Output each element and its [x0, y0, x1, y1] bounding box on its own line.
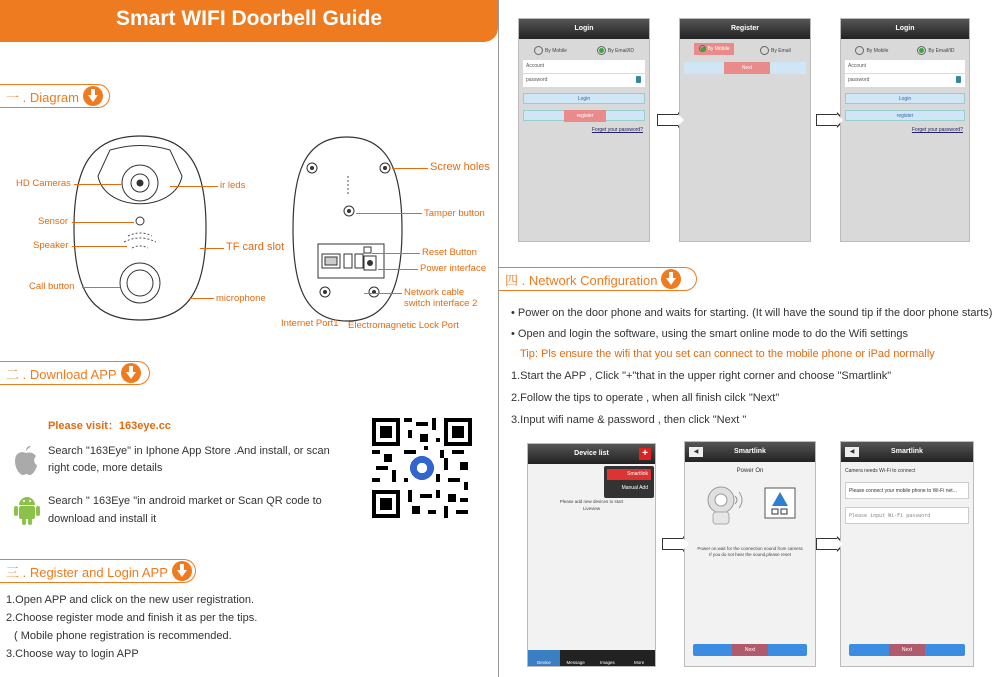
leader-line: [392, 168, 428, 169]
network-bullet2: • Open and login the software, using the smart online mode to do the Wifi settings: [511, 328, 909, 340]
mode-radio-row: [519, 46, 649, 55]
leader-line: [72, 246, 127, 247]
label-reset-button: Reset Button: [422, 247, 477, 258]
register-button[interactable]: register: [845, 110, 965, 121]
mode-radio-row: [680, 39, 810, 59]
page-title: Smart WIFI Doorbell Guide: [115, 7, 383, 30]
register-screen: [679, 18, 811, 242]
label-ir-leds: ir leds: [220, 180, 246, 191]
section-register-title: 三 . Register and Login APP: [6, 564, 168, 580]
leader-line: [72, 222, 134, 223]
power-on-tip2: If you do not hear the sound,please reset: [709, 552, 791, 557]
add-menu: [604, 466, 654, 498]
section-network-header: [499, 267, 697, 291]
forgot-password-link[interactable]: Forget your password?: [591, 127, 643, 133]
label-sensor: Sensor: [38, 216, 69, 227]
menu-manual-add[interactable]: Manual Add: [621, 485, 648, 491]
wifi-name-field[interactable]: Please connect your mobile phone to Wi-Fi net...: [845, 482, 969, 499]
apple-icon: [12, 443, 40, 477]
section-diagram-header: [0, 84, 110, 108]
account-field[interactable]: Account: [845, 60, 965, 73]
section-diagram-title: 一 . Diagram: [6, 89, 79, 105]
download-iphone-line2: right code, more details: [48, 462, 163, 474]
label-network-cable: Network cable: [404, 287, 465, 298]
next-step-arrow-icon: [816, 538, 838, 550]
add-icon[interactable]: +: [639, 448, 651, 460]
bottom-tab-bar: [528, 650, 655, 666]
login-button[interactable]: Login: [845, 93, 965, 104]
radio-by-mobile[interactable]: By Mobile: [694, 43, 734, 55]
register-step1: 1.Open APP and click on the new user registration.: [6, 594, 255, 606]
network-bullet1: • Power on the door phone and waits for starting. (It will have the sound tip if the door phone starts): [511, 307, 993, 319]
power-on-text: Power On: [736, 468, 764, 474]
down-arrow-icon: [172, 561, 192, 581]
leader-line: [364, 293, 402, 294]
radio-by-mobile[interactable]: By Mobile: [855, 46, 888, 55]
camera-connection-illustration: [699, 482, 799, 532]
next-button[interactable]: Next: [693, 644, 807, 656]
tab-more[interactable]: More: [633, 660, 645, 665]
radio-by-email[interactable]: By Email: [760, 46, 791, 55]
screen-title: Register: [680, 19, 810, 39]
leader-line: [372, 253, 420, 254]
doorbell-front-diagram: [70, 128, 210, 328]
label-switch-interface: switch interface 2: [404, 298, 478, 309]
label-power-interface: Power interface: [420, 263, 487, 274]
title-bar: [0, 0, 498, 42]
login-screen-2: [840, 18, 970, 242]
network-step1: 1.Start the APP , Click "+"that in the upper right corner and choose "Smartlink": [511, 370, 892, 382]
wifi-password-field[interactable]: Please input Wi-Fi password: [845, 507, 969, 524]
register-step2: 2.Choose register mode and finish it as per the tips.: [6, 612, 258, 624]
section-network-title: 四 . Network Configuration: [505, 272, 658, 288]
down-arrow-icon: [83, 86, 103, 106]
leader-line: [82, 287, 120, 288]
next-step-arrow-icon: [816, 114, 838, 126]
leader-line: [74, 184, 122, 185]
mode-radio-row: [841, 46, 969, 55]
label-speaker: Speaker: [33, 240, 69, 251]
network-step3: 3.Input wifi name & password , then click "Next ": [511, 414, 747, 426]
section-register-header: [0, 559, 196, 583]
section-download-title: 二 . Download APP: [6, 366, 117, 382]
screen-title: ◀ Smartlink: [685, 442, 815, 462]
radio-by-mobile[interactable]: By Mobile: [534, 46, 567, 55]
screen-title: Login: [519, 19, 649, 39]
down-arrow-icon: [661, 269, 681, 289]
next-button[interactable]: Next: [684, 62, 806, 74]
label-hd-cameras: HD Cameras: [16, 178, 71, 189]
label-screw-holes: Screw holes: [430, 161, 490, 173]
column-divider: [498, 0, 499, 677]
register-step2b: ( Mobile phone registration is recommended.: [14, 630, 232, 642]
next-button[interactable]: Next: [849, 644, 965, 656]
download-visit: Please visit：163eye.cc: [48, 420, 171, 432]
screen-title: Device list +: [528, 444, 655, 464]
device-list-screen: [527, 443, 656, 667]
label-lock-port: Electromagnetic Lock Port: [348, 320, 459, 331]
label-tf-card-slot: TF card slot: [226, 241, 285, 253]
label-microphone: microphone: [216, 293, 266, 304]
radio-by-email[interactable]: By Email/ID: [917, 46, 954, 55]
screen-title: ◀ Smartlink: [841, 442, 973, 462]
lock-icon: [956, 76, 961, 83]
smartlink-wifi-screen: [840, 441, 974, 667]
label-tamper-button: Tamper button: [424, 208, 485, 219]
screen-title: Login: [841, 19, 969, 39]
leader-line: [378, 269, 418, 270]
lock-icon: [636, 76, 641, 83]
section-download-header: [0, 361, 150, 385]
label-internet-port: Internet Port1: [281, 318, 339, 329]
network-tip: Tip: Pls ensure the wifi that you set can connect to the mobile phone or iPad normally: [520, 348, 935, 360]
next-step-arrow-icon: [657, 114, 679, 126]
menu-smartlink[interactable]: Smartlink: [607, 469, 651, 480]
register-step3: 3.Choose way to login APP: [6, 648, 139, 660]
password-field[interactable]: password: [845, 74, 965, 87]
radio-by-email[interactable]: By Email/ID: [597, 46, 634, 55]
tab-images[interactable]: Images: [599, 660, 615, 665]
android-icon: [12, 493, 42, 527]
download-android-line2: download and install it: [48, 513, 157, 525]
next-step-arrow-icon: [662, 538, 684, 550]
account-field[interactable]: Account: [523, 60, 645, 73]
needs-wifi-text: Camera needs Wi-Fi to connect: [845, 468, 916, 474]
label-call-button: Call button: [29, 281, 75, 292]
forgot-password-link[interactable]: Forget your password?: [911, 127, 963, 133]
leader-line: [190, 298, 214, 299]
login-button[interactable]: Login: [523, 93, 645, 104]
sensor-dot: [136, 217, 144, 225]
login-screen-1: [518, 18, 650, 242]
down-arrow-icon: [121, 363, 141, 383]
add-devices-text: Please add new devices to start: [559, 499, 624, 504]
download-iphone-line1: Search "163Eye" in Iphone App Store .And install, or scan: [48, 445, 330, 457]
smartlink-power-screen: [684, 441, 816, 667]
network-step2: 2.Follow the tips to operate , when all finish cilck "Next": [511, 392, 780, 404]
leader-line: [170, 186, 218, 187]
doorbell-back-diagram: [290, 134, 405, 324]
leader-line: [356, 213, 422, 214]
back-icon[interactable]: ◀: [845, 447, 859, 457]
tab-message[interactable]: Message: [566, 660, 585, 665]
back-icon[interactable]: ◀: [689, 447, 703, 457]
power-on-tip: Power on,wait for the connection sound from camera: [697, 546, 803, 551]
download-android-line1: Search " 163Eye "in android market or Scan QR code to: [48, 495, 322, 507]
leader-line: [200, 248, 224, 249]
password-field[interactable]: password: [523, 74, 645, 87]
qr-code[interactable]: [372, 418, 472, 518]
liveview-text: Liveview: [582, 506, 601, 511]
tab-device[interactable]: Device: [528, 650, 560, 666]
register-button[interactable]: register: [523, 110, 645, 121]
